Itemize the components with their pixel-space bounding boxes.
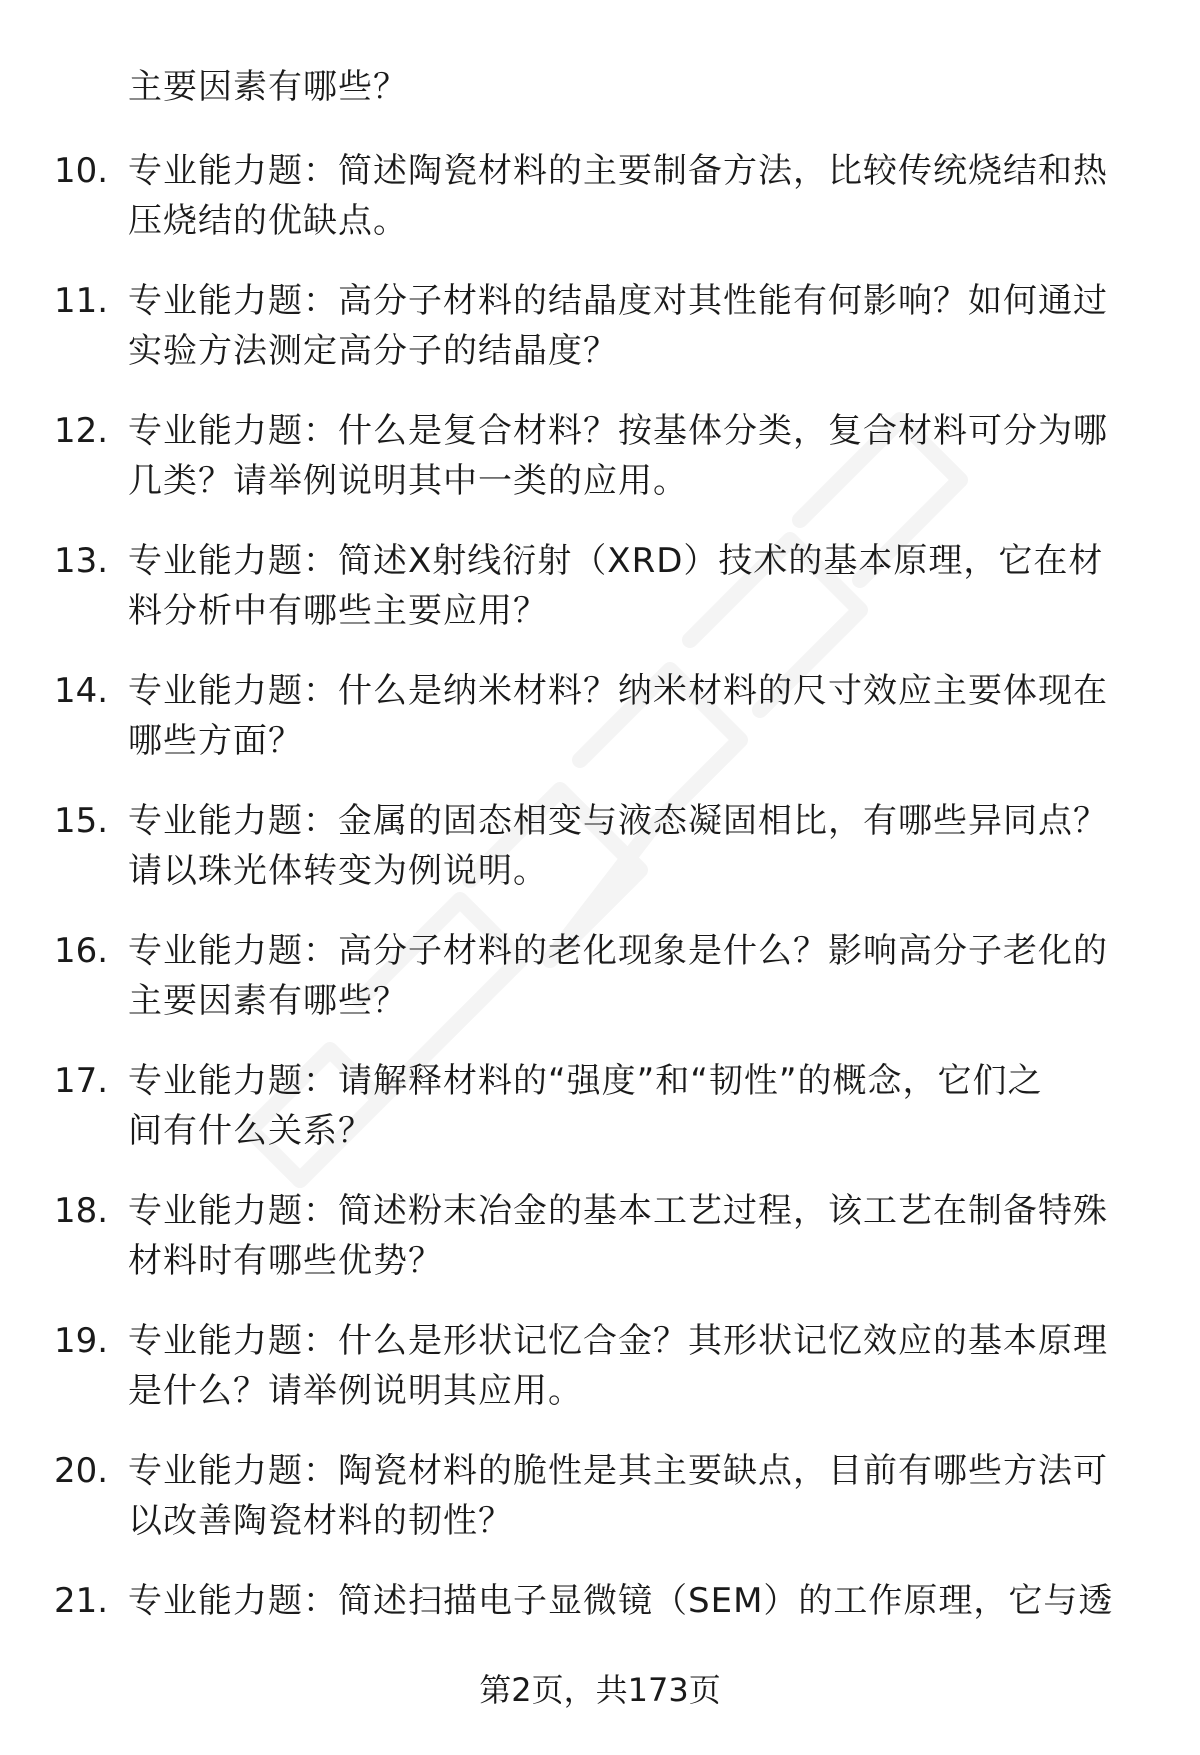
- question-item: [0, 1186, 1200, 1286]
- question-line: 专业能力题：简述X射线衍射（XRD）技术的基本原理，它在材: [128, 541, 1104, 581]
- question-line: 专业能力题：什么是形状记忆合金？其形状记忆效应的基本原理: [128, 1321, 1108, 1361]
- page-number-footer: 第2页，共173页: [479, 1671, 721, 1709]
- question-item: [0, 796, 1200, 896]
- question-line: 专业能力题：简述陶瓷材料的主要制备方法，比较传统烧结和热: [128, 151, 1108, 191]
- question-number: 14.: [54, 671, 109, 711]
- question-line: 专业能力题：陶瓷材料的脆性是其主要缺点，目前有哪些方法可: [128, 1451, 1108, 1491]
- question-line: 专业能力题：什么是纳米材料？纳米材料的尺寸效应主要体现在: [128, 671, 1108, 711]
- question-text: [128, 666, 1148, 766]
- question-line: 材料时有哪些优势？: [128, 1241, 443, 1281]
- question-text: [128, 1446, 1148, 1546]
- question-line: 实验方法测定高分子的结晶度？: [128, 331, 618, 371]
- question-line: 主要因素有哪些？: [128, 981, 408, 1021]
- question-number: 19.: [54, 1321, 109, 1361]
- question-item: [0, 666, 1200, 766]
- question-number: 13.: [54, 541, 109, 581]
- question-line: 专业能力题：高分子材料的老化现象是什么？影响高分子老化的: [128, 931, 1108, 971]
- question-text: [128, 1056, 1148, 1156]
- question-line: 间有什么关系？: [128, 1111, 373, 1151]
- question-number: 16.: [54, 931, 109, 971]
- question-number: 15.: [54, 801, 109, 841]
- question-item: [0, 1576, 1200, 1626]
- question-number: 18.: [54, 1191, 109, 1231]
- question-number: 12.: [54, 411, 109, 451]
- question-line: 几类？请举例说明其中一类的应用。: [128, 461, 688, 501]
- question-line: 专业能力题：简述扫描电子显微镜（SEM）的工作原理，它与透: [128, 1581, 1114, 1621]
- question-line: 以改善陶瓷材料的韧性？: [128, 1501, 513, 1541]
- question-line: 专业能力题：简述粉末冶金的基本工艺过程，该工艺在制备特殊: [128, 1191, 1108, 1231]
- question-number: 20.: [54, 1451, 109, 1491]
- question-item: [0, 1446, 1200, 1546]
- question-line: 是什么？请举例说明其应用。: [128, 1371, 583, 1411]
- question-item: [0, 536, 1200, 636]
- question-number: 21.: [54, 1581, 109, 1621]
- question-item: [0, 146, 1200, 246]
- question-text: [128, 1186, 1148, 1286]
- question-number: 11.: [54, 281, 109, 321]
- question-text: [128, 796, 1148, 896]
- question-text: [128, 1576, 1148, 1626]
- question-line: 专业能力题：高分子材料的结晶度对其性能有何影响？如何通过: [128, 281, 1108, 321]
- question-line: 哪些方面？: [128, 721, 303, 761]
- question-line: 专业能力题：什么是复合材料？按基体分类，复合材料可分为哪: [128, 411, 1108, 451]
- question-item: [0, 1316, 1200, 1416]
- question-text: [128, 536, 1148, 636]
- question-item: [0, 406, 1200, 506]
- question-item: [0, 1056, 1200, 1156]
- question-line: 专业能力题：金属的固态相变与液态凝固相比，有哪些异同点？: [128, 801, 1108, 841]
- question-text: [128, 276, 1148, 376]
- question-line: 料分析中有哪些主要应用？: [128, 591, 548, 631]
- question-text: [128, 406, 1148, 506]
- question-text: [128, 1316, 1148, 1416]
- question-text: [128, 146, 1148, 246]
- question-number: 17.: [54, 1061, 109, 1101]
- question-number: 10.: [54, 151, 109, 191]
- question-line: 专业能力题：请解释材料的“强度”和“韧性”的概念，它们之: [128, 1061, 1043, 1101]
- question-line: 请以珠光体转变为例说明。: [128, 851, 548, 891]
- continued-question-text: 主要因素有哪些？: [128, 67, 408, 107]
- question-item: [0, 276, 1200, 376]
- question-item: [0, 926, 1200, 1026]
- question-line: 压烧结的优缺点。: [128, 201, 408, 241]
- question-text: [128, 926, 1148, 1026]
